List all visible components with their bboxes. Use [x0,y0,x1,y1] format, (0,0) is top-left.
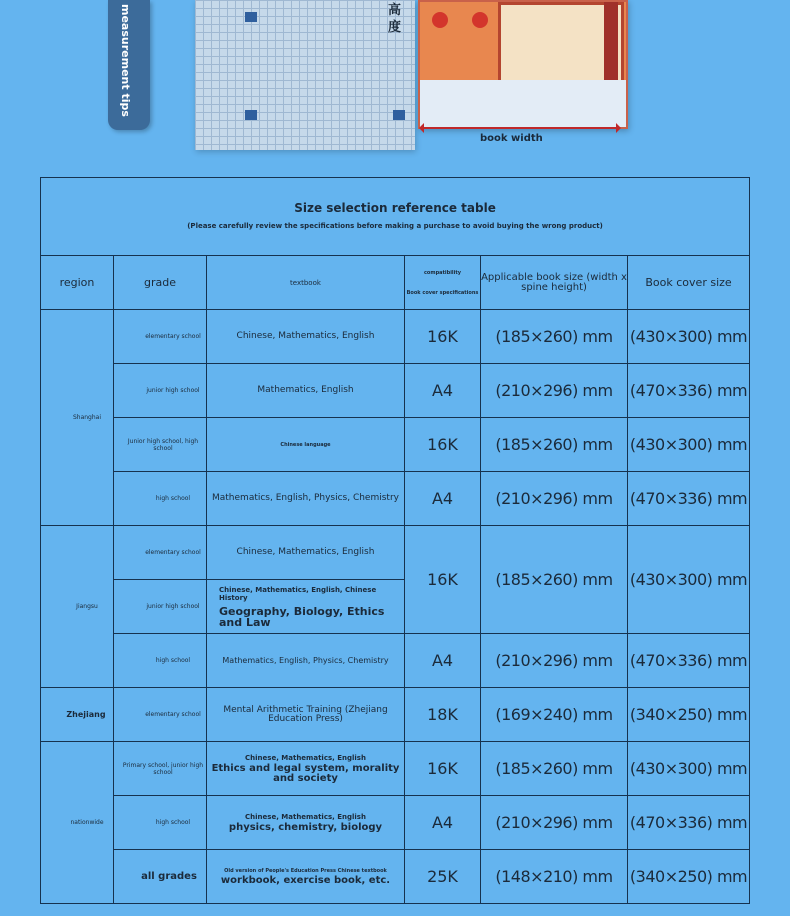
compat-cell: 25K [405,850,481,904]
textbook-cell: Mathematics, English, Physics, Chemistry [207,634,405,688]
cover-cell: (430×300) mm [628,742,750,796]
textbook-sub: Chinese, Mathematics, English [245,812,366,821]
table-row [41,742,750,796]
cover-cell: (340×250) mm [628,688,750,742]
size-reference-table [40,177,750,904]
compat-cell: A4 [405,472,481,526]
cover-cell: (470×336) mm [628,634,750,688]
compat-cell: A4 [405,796,481,850]
textbook-cell: Mathematics, English, Physics, Chemistry [207,472,405,526]
table-subtitle: (Please carefully review the specifications before making a purchase to avoid buying the wrong product) [187,222,603,230]
cover-cell: (470×336) mm [628,472,750,526]
region-cell: nationwide [41,742,114,904]
textbook-main: workbook, exercise book, etc. [220,874,391,886]
tips-label: measurement tips [119,4,132,117]
grade-cell: elementary school [114,526,207,580]
lantern-icon [472,12,488,28]
table-row [41,634,750,688]
grade-cell: high school [114,472,207,526]
compat-cell: 16K [405,526,481,634]
compat-cell: 16K [405,742,481,796]
size-cell: (210×296) mm [481,364,628,418]
textbook-main: Geography, Biology, Ethics and Law [219,604,385,629]
size-cell: (210×296) mm [481,796,628,850]
textbook-cell [207,742,405,796]
table-row [41,310,750,364]
textbook-cell: Chinese language [207,418,405,472]
textbook-cell: Mathematics, English [207,364,405,418]
size-cell: (185×260) mm [481,526,628,634]
header-applicable: Applicable book size (width x spine height) [481,256,628,310]
region-cell: Shanghai [41,310,114,526]
logo-chip [245,110,257,120]
header-compat-bottom: Book cover specifications [406,289,479,296]
header-grade: grade [114,256,207,310]
textbook-cell [207,850,405,904]
size-cell: (185×260) mm [481,310,628,364]
table-row [41,796,750,850]
compat-cell: 18K [405,688,481,742]
grade-cell: elementary school [114,688,207,742]
cover-cell: (430×300) mm [628,526,750,634]
compat-cell: 16K [405,310,481,364]
cover-cell: (340×250) mm [628,850,750,904]
header-cover: Book cover size [628,256,750,310]
compat-cell: A4 [405,364,481,418]
size-cell: (210×296) mm [481,634,628,688]
table-row [41,688,750,742]
textbook-main: Ethics and legal system, morality and society [211,762,400,784]
cover-cell: (430×300) mm [628,310,750,364]
table-header-row [41,256,750,310]
lantern-icon [432,12,448,28]
grade-cell: all grades [114,850,207,904]
grade-cell: high school [114,634,207,688]
grade-cell: Primary school, junior high school [114,742,207,796]
table-row [41,364,750,418]
size-cell: (185×260) mm [481,418,628,472]
textbook-cell: Chinese, Mathematics, English [207,526,405,580]
size-cell: (169×240) mm [481,688,628,742]
region-cell: Jiangsu [41,526,114,688]
header-region: region [41,256,114,310]
textbook-main: physics, chemistry, biology [228,821,383,833]
snow-ground [420,80,626,127]
table-title: Size selection reference table [294,201,496,215]
grid-sheet-image [195,0,415,150]
width-arrow [420,127,620,129]
textbook-sub: Chinese, Mathematics, English, Chinese History [219,585,377,602]
grade-cell: Junior high school, high school [114,418,207,472]
textbook-sub: Chinese, Mathematics, English [245,753,366,762]
textbook-sub: Old version of People's Education Press Chinese textbook [224,867,387,874]
grade-cell: elementary school [114,310,207,364]
size-cell: (210×296) mm [481,472,628,526]
grade-cell: high school [114,796,207,850]
textbook-cell [207,580,405,634]
book-cover-image [418,0,628,129]
cover-cell: (430×300) mm [628,418,750,472]
width-label: book width [480,133,543,144]
size-cell: (148×210) mm [481,850,628,904]
grade-cell: junior high school [114,580,207,634]
height-label: 高度 [388,3,402,35]
compat-cell: 16K [405,418,481,472]
table-row [41,418,750,472]
logo-chip [245,12,257,22]
table-row [41,526,750,580]
compat-cell: A4 [405,634,481,688]
logo-chip [393,110,405,120]
cover-cell: (470×336) mm [628,796,750,850]
size-cell: (185×260) mm [481,742,628,796]
header-textbook: textbook [207,256,405,310]
textbook-cell [207,796,405,850]
header-compat [405,256,481,310]
header-compat-top: compatibility [423,269,462,276]
cover-cell: (470×336) mm [628,364,750,418]
table-row [41,850,750,904]
table-title-cell [41,178,750,256]
table-row [41,472,750,526]
textbook-cell: Chinese, Mathematics, English [207,310,405,364]
product-illustration [0,0,790,172]
textbook-cell: Mental Arithmetic Training (Zhejiang Education Press) [207,688,405,742]
grade-cell: junior high school [114,364,207,418]
region-cell: Zhejiang [41,688,114,742]
